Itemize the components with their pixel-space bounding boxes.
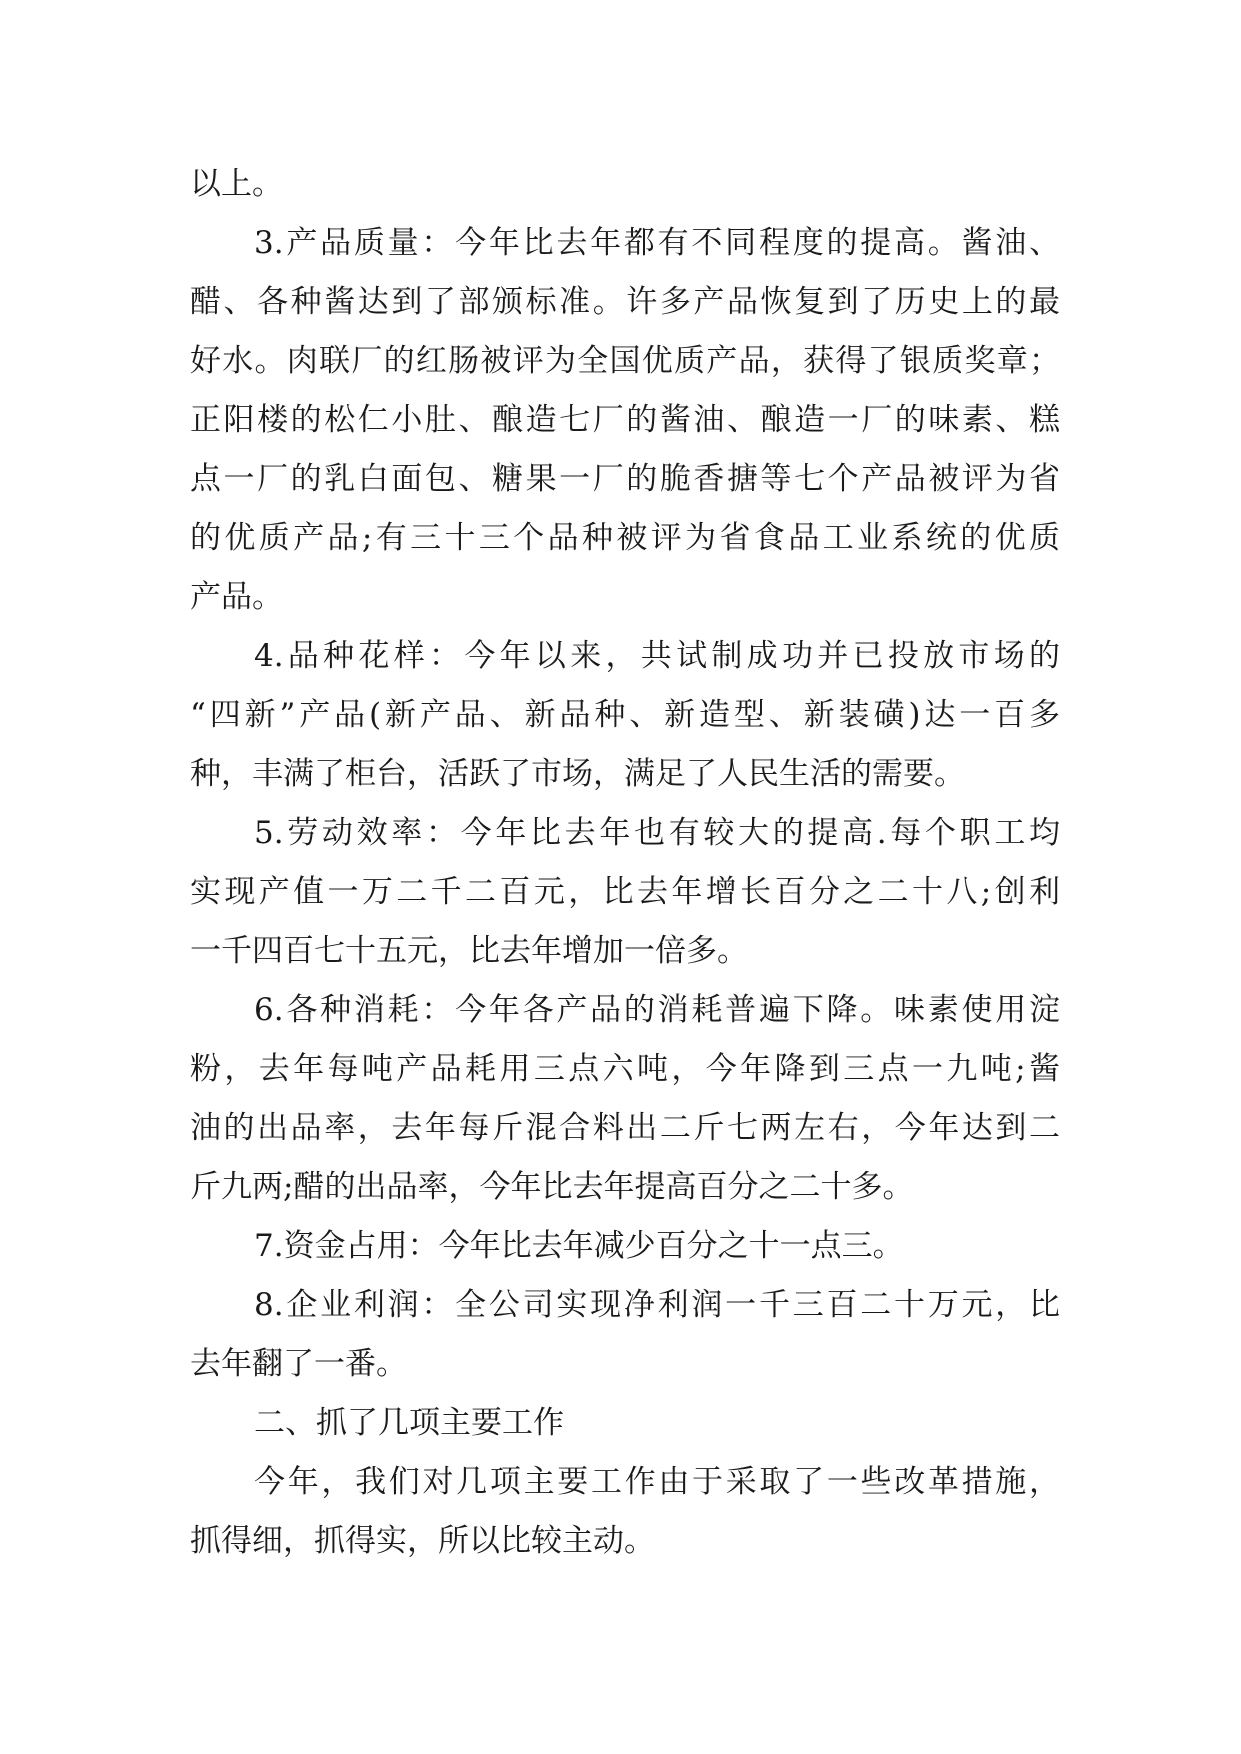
text-line: 斤九两;醋的出品率，今年比去年提高百分之二十多。	[190, 1169, 914, 1205]
text-line: 3.产品质量：今年比去年都有不同程度的提高。酱油、	[254, 225, 1060, 261]
text-line: 去年翻了一番。	[190, 1346, 407, 1382]
text-line: 的优质产品;有三十三个品种被评为省食品工业系统的优质	[190, 520, 1060, 556]
text-line: 以上。	[190, 166, 283, 202]
text-line: 好水。肉联厂的红肠被评为全国优质产品，获得了银质奖章；	[190, 343, 1060, 379]
text-line: 油的出品率，去年每斤混合料出二斤七两左右，今年达到二	[190, 1110, 1060, 1146]
text-line: 6.各种消耗：今年各产品的消耗普遍下降。味素使用淀	[254, 992, 1060, 1028]
text-line: 产品。	[190, 579, 283, 615]
text-line: “四新”产品(新产品、新品种、新造型、新装磺)达一百多	[190, 697, 1060, 733]
text-line: 一千四百七十五元，比去年增加一倍多。	[190, 933, 748, 969]
text-line: 4.品种花样：今年以来，共试制成功并已投放市场的	[254, 638, 1060, 674]
text-line: 种，丰满了柜台，活跃了市场，满足了人民生活的需要。	[190, 756, 965, 792]
text-line: 粉，去年每吨产品耗用三点六吨，今年降到三点一九吨;酱	[190, 1051, 1060, 1087]
text-line: 正阳楼的松仁小肚、酿造七厂的酱油、酿造一厂的味素、糕	[190, 402, 1060, 438]
text-line: 抓得细，抓得实，所以比较主动。	[190, 1523, 655, 1559]
text-line: 今年，我们对几项主要工作由于采取了一些改革措施，	[254, 1464, 1060, 1500]
text-line: 7.资金占用：今年比去年减少百分之十一点三。	[254, 1228, 904, 1264]
text-line: 8.企业利润：全公司实现净利润一千三百二十万元，比	[254, 1287, 1060, 1323]
text-line: 实现产值一万二千二百元，比去年增长百分之二十八;创利	[190, 874, 1060, 910]
section-heading: 二、抓了几项主要工作	[254, 1405, 564, 1441]
text-line: 醋、各种酱达到了部颁标准。许多产品恢复到了历史上的最	[190, 284, 1060, 320]
body-text	[190, 155, 1060, 1571]
text-line: 点一厂的乳白面包、糖果一厂的脆香搪等七个产品被评为省	[190, 461, 1060, 497]
text-line: 5.劳动效率：今年比去年也有较大的提高.每个职工均	[254, 815, 1060, 851]
